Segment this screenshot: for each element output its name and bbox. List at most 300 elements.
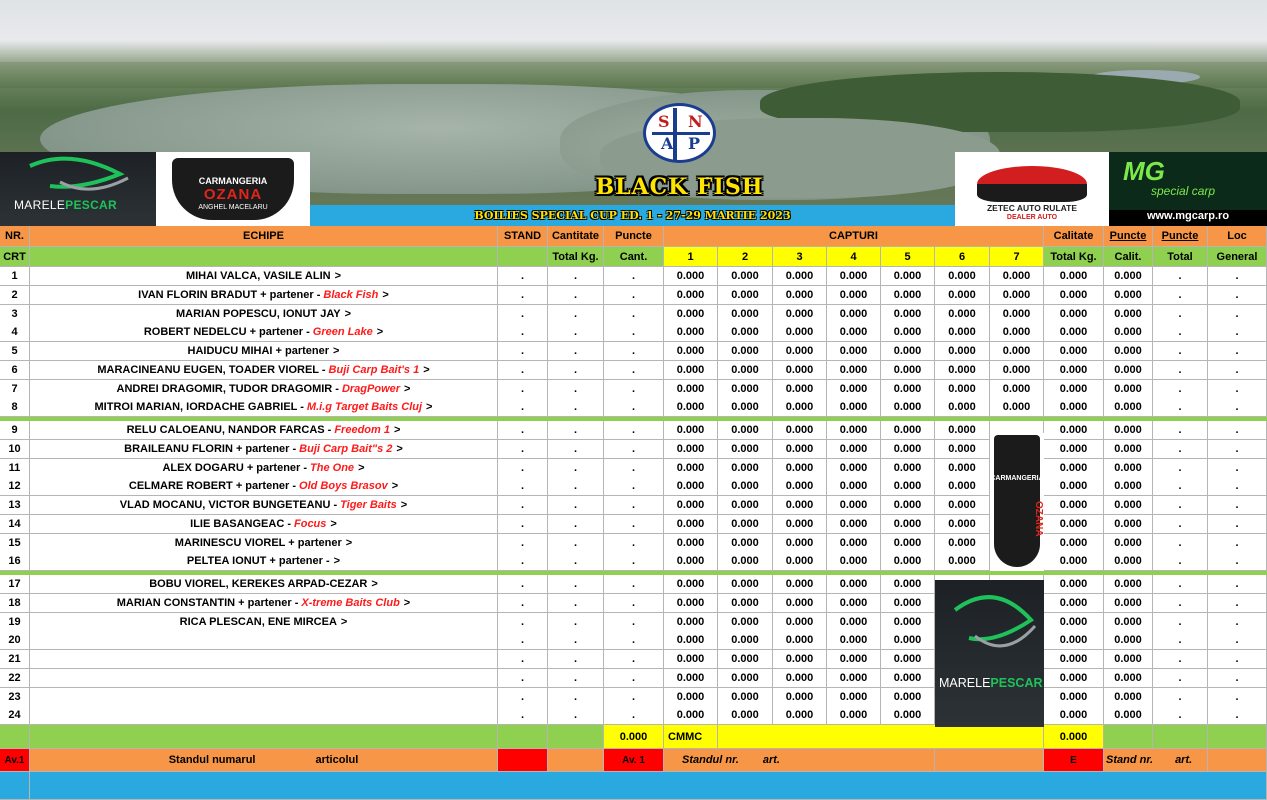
cantitate-cell: . (548, 398, 604, 417)
arrow-icon: > (358, 462, 365, 474)
captura-cell: 0.000 (935, 267, 990, 286)
captura-cell: 0.000 (664, 267, 718, 286)
header-loc: Loc (1208, 226, 1267, 247)
header-cant: Cant. (604, 247, 664, 267)
puncte-calit-cell: 0.000 (1104, 361, 1153, 380)
captura-cell: 0.000 (664, 305, 718, 324)
captura-cell: 0.000 (773, 688, 827, 707)
captura-cell: 0.000 (935, 496, 990, 515)
header-stand-sub (498, 247, 548, 267)
ozana-top: CARMANGERIA (198, 176, 268, 186)
captura-cell: 0.000 (773, 421, 827, 440)
stand-cell: . (498, 305, 548, 324)
loc-cell: . (1208, 552, 1267, 571)
puncte-calit-cell: 0.000 (1104, 552, 1153, 571)
row-nr: 11 (0, 459, 30, 478)
calitate-cell: 0.000 (1044, 613, 1104, 632)
captura-cell: 0.000 (718, 552, 773, 571)
captura-cell: 0.000 (664, 552, 718, 571)
puncte-total-cell: . (1153, 650, 1208, 669)
header-echipe: ECHIPE (30, 226, 498, 247)
captura-cell: 0.000 (718, 631, 773, 650)
row-nr: 1 (0, 267, 30, 286)
header-captura-4: 4 (827, 247, 881, 267)
captura-cell: 0.000 (664, 496, 718, 515)
car-icon (977, 166, 1087, 202)
fish-hook-icon (935, 580, 1044, 676)
loc-cell: . (1208, 613, 1267, 632)
captura-cell: 0.000 (773, 286, 827, 305)
captura-cell: 0.000 (718, 575, 773, 594)
captura-cell: 0.000 (664, 477, 718, 496)
row-nr: 7 (0, 380, 30, 399)
puncte-cant-cell: . (604, 575, 664, 594)
captura-cell: 0.000 (773, 534, 827, 553)
header-captura-7: 7 (990, 247, 1044, 267)
puncte-cant-cell: . (604, 688, 664, 707)
captura-cell: 0.000 (773, 361, 827, 380)
captura-cell: 0.000 (881, 421, 935, 440)
puncte-total-cell: . (1153, 286, 1208, 305)
team-name (30, 380, 498, 399)
team-name (30, 515, 498, 534)
captura-cell: 0.000 (827, 305, 881, 324)
arrow-icon: > (334, 270, 342, 282)
captura-cell: 0.000 (881, 361, 935, 380)
captura-cell: 0.000 (773, 515, 827, 534)
puncte-cant-cell: . (604, 669, 664, 688)
captura-cell: 0.000 (718, 496, 773, 515)
row-nr: 17 (0, 575, 30, 594)
stand-cell: . (498, 496, 548, 515)
puncte-calit-cell: 0.000 (1104, 459, 1153, 478)
header-puncte-total: Puncte (1153, 226, 1208, 247)
captura-cell: 0.000 (935, 440, 990, 459)
marele-pescar-text: MARELEPESCAR (14, 198, 117, 212)
cantitate-cell: . (548, 631, 604, 650)
captura-cell: 0.000 (827, 706, 881, 725)
marele-pescar-side-logo (935, 580, 1044, 727)
team-brand: Buji Carp Bait"s 2 (299, 443, 393, 455)
team-members: IVAN FLORIN BRADUT + partener - (138, 289, 321, 301)
captura-cell: 0.000 (718, 342, 773, 361)
stand-cell: . (498, 459, 548, 478)
arrow-icon: > (330, 518, 337, 530)
arrow-icon: > (393, 424, 401, 436)
captura-cell: 0.000 (935, 361, 990, 380)
captura-cell: 0.000 (881, 380, 935, 399)
stand-cell: . (498, 669, 548, 688)
team-name (30, 594, 498, 613)
captura-cell: 0.000 (990, 380, 1044, 399)
captura-cell: 0.000 (773, 575, 827, 594)
row-nr: 16 (0, 552, 30, 571)
footer-empty (0, 725, 30, 749)
stand-cell: . (498, 380, 548, 399)
puncte-cant-cell: . (604, 650, 664, 669)
loc-cell: . (1208, 631, 1267, 650)
captura-cell: 0.000 (881, 534, 935, 553)
header-nr: NR. (0, 226, 30, 247)
cantitate-cell: . (548, 534, 604, 553)
team-members: MARIAN CONSTANTIN + partener - (116, 597, 299, 609)
cantitate-cell: . (548, 305, 604, 324)
captura-cell: 0.000 (881, 477, 935, 496)
puncte-calit-cell: 0.000 (1104, 515, 1153, 534)
cantitate-cell: . (548, 650, 604, 669)
captura-cell: 0.000 (935, 515, 990, 534)
team-members: ROBERT NEDELCU + partener - (143, 326, 310, 338)
captura-cell: 0.000 (664, 650, 718, 669)
calitate-cell: 0.000 (1044, 361, 1104, 380)
puncte-cant-cell: . (604, 477, 664, 496)
team-name (30, 323, 498, 342)
header-captura-2: 2 (718, 247, 773, 267)
ozana-side-logo (990, 433, 1044, 571)
arrow-icon: > (423, 364, 430, 376)
team-name (30, 575, 498, 594)
captura-cell: 0.000 (773, 613, 827, 632)
footer-empty (548, 725, 604, 749)
puncte-total-cell: . (1153, 323, 1208, 342)
header-puncte-calit: Puncte (1104, 226, 1153, 247)
header-calit-kg: Total Kg. (1044, 247, 1104, 267)
stand-cell: . (498, 631, 548, 650)
footer-cmmc: CMMC (664, 725, 718, 749)
results-table (0, 226, 1267, 800)
calitate-cell: 0.000 (1044, 459, 1104, 478)
captura-cell: 0.000 (881, 323, 935, 342)
captura-cell: 0.000 (664, 575, 718, 594)
loc-cell: . (1208, 669, 1267, 688)
captura-cell: 0.000 (773, 323, 827, 342)
puncte-cant-cell: . (604, 594, 664, 613)
row-nr: 24 (0, 706, 30, 725)
captura-cell: 0.000 (827, 286, 881, 305)
team-brand: The One (310, 462, 355, 474)
puncte-total-cell: . (1153, 361, 1208, 380)
captura-cell: 0.000 (827, 459, 881, 478)
calitate-cell: 0.000 (1044, 323, 1104, 342)
stand-cell: . (498, 515, 548, 534)
cantitate-cell: . (548, 440, 604, 459)
footer-stand-nr (1104, 749, 1208, 772)
loc-cell: . (1208, 380, 1267, 399)
team-members: VLAD MOCANU, VICTOR BUNGETEANU - (119, 499, 338, 511)
stand-cell: . (498, 613, 548, 632)
fish-hook-icon (0, 152, 156, 198)
calitate-cell: 0.000 (1044, 342, 1104, 361)
stand-cell: . (498, 440, 548, 459)
captura-cell: 0.000 (664, 398, 718, 417)
footer-empty (1104, 725, 1153, 749)
captura-cell: 0.000 (718, 669, 773, 688)
puncte-cant-cell: . (604, 631, 664, 650)
row-nr: 12 (0, 477, 30, 496)
captura-cell: 0.000 (718, 515, 773, 534)
loc-cell: . (1208, 594, 1267, 613)
puncte-calit-cell: 0.000 (1104, 421, 1153, 440)
captura-cell: 0.000 (718, 380, 773, 399)
cantitate-cell: . (548, 323, 604, 342)
row-nr: 13 (0, 496, 30, 515)
captura-cell: 0.000 (827, 534, 881, 553)
captura-cell: 0.000 (990, 342, 1044, 361)
footer-orange (935, 749, 1044, 772)
team-brand: M.i.g Target Baits Cluj (306, 401, 423, 413)
captura-cell: 0.000 (881, 688, 935, 707)
stand-cell: . (498, 286, 548, 305)
puncte-total-cell: . (1153, 305, 1208, 324)
calitate-cell: 0.000 (1044, 706, 1104, 725)
cantitate-cell: . (548, 361, 604, 380)
captura-cell: 0.000 (935, 398, 990, 417)
calitate-cell: 0.000 (1044, 421, 1104, 440)
event-subtitle: BOILIES SPECIAL CUP ED. 1 - 27-29 MARTIE 2023 (474, 209, 791, 222)
header-general: General (1208, 247, 1267, 267)
captura-cell: 0.000 (827, 613, 881, 632)
captura-cell: 0.000 (881, 286, 935, 305)
puncte-total-cell: . (1153, 552, 1208, 571)
team-name (30, 552, 498, 571)
captura-cell: 0.000 (773, 477, 827, 496)
puncte-total-cell: . (1153, 496, 1208, 515)
captura-cell: 0.000 (827, 421, 881, 440)
header-cantitate: Cantitate (548, 226, 604, 247)
loc-cell: . (1208, 440, 1267, 459)
stand-cell: . (498, 534, 548, 553)
sanap-n: N (688, 112, 703, 131)
header-captura-1: 1 (664, 247, 718, 267)
team-name (30, 267, 498, 286)
mg-carp-logo (1109, 152, 1267, 226)
captura-cell: 0.000 (664, 613, 718, 632)
team-members: MARINESCU VIOREL + partener (174, 537, 342, 549)
row-nr: 4 (0, 323, 30, 342)
captura-cell: 0.000 (881, 305, 935, 324)
captura-cell: 0.000 (773, 496, 827, 515)
team-brand: Freedom 1 (334, 424, 390, 436)
captura-cell: 0.000 (827, 496, 881, 515)
team-name (30, 669, 498, 688)
captura-cell: 0.000 (827, 440, 881, 459)
captura-cell: 0.000 (664, 594, 718, 613)
arrow-icon: > (344, 308, 352, 320)
marele-pescar-side-text: MARELEPESCAR (939, 676, 1043, 690)
puncte-calit-cell: 0.000 (1104, 305, 1153, 324)
cantitate-cell: . (548, 421, 604, 440)
row-nr: 23 (0, 688, 30, 707)
captura-cell: 0.000 (827, 575, 881, 594)
footer-orange (548, 749, 604, 772)
row-nr: 22 (0, 669, 30, 688)
team-members: RICA PLESCAN, ENE MIRCEA (179, 616, 337, 628)
team-name (30, 496, 498, 515)
art2-label: art. (1175, 754, 1193, 766)
loc-cell: . (1208, 477, 1267, 496)
puncte-total-cell: . (1153, 534, 1208, 553)
team-members: ANDREI DRAGOMIR, TUDOR DRAGOMIR - (116, 383, 339, 395)
captura-cell: 0.000 (773, 552, 827, 571)
captura-cell: 0.000 (718, 361, 773, 380)
stand-cell: . (498, 398, 548, 417)
captura-cell: 0.000 (827, 552, 881, 571)
captura-cell: 0.000 (718, 267, 773, 286)
captura-cell: 0.000 (990, 398, 1044, 417)
captura-cell: 0.000 (718, 323, 773, 342)
footer-empty (30, 725, 498, 749)
team-members: MARIAN POPESCU, IONUT JAY (175, 308, 341, 320)
mg-url: www.mgcarp.ro (1109, 210, 1267, 226)
team-name (30, 477, 498, 496)
cantitate-cell: . (548, 459, 604, 478)
row-nr: 5 (0, 342, 30, 361)
captura-cell: 0.000 (664, 706, 718, 725)
team-members: MIHAI VALCA, VASILE ALIN (185, 270, 331, 282)
captura-cell: 0.000 (827, 477, 881, 496)
captura-cell: 0.000 (827, 669, 881, 688)
team-brand: Old Boys Brasov (299, 480, 388, 492)
row-nr: 14 (0, 515, 30, 534)
team-name (30, 421, 498, 440)
zetec-name: ZETEC AUTO RULATE (986, 203, 1078, 213)
arrow-icon: > (371, 578, 378, 590)
row-nr: 10 (0, 440, 30, 459)
puncte-total-cell: . (1153, 342, 1208, 361)
puncte-calit-cell: 0.000 (1104, 534, 1153, 553)
stand-nr-label: Stand nr. (1106, 754, 1154, 766)
team-members: CELMARE ROBERT + partener - (128, 480, 297, 492)
puncte-cant-cell: . (604, 421, 664, 440)
captura-cell: 0.000 (664, 440, 718, 459)
stand-cell: . (498, 594, 548, 613)
calitate-cell: 0.000 (1044, 380, 1104, 399)
captura-cell: 0.000 (718, 305, 773, 324)
puncte-total-cell: . (1153, 631, 1208, 650)
calitate-cell: 0.000 (1044, 286, 1104, 305)
loc-cell: . (1208, 515, 1267, 534)
header-capturi: CAPTURI (664, 226, 1044, 247)
captura-cell: 0.000 (881, 496, 935, 515)
team-members: RELU CALOEANU, NANDOR FARCAS - (126, 424, 332, 436)
loc-cell: . (1208, 398, 1267, 417)
puncte-total-cell: . (1153, 440, 1208, 459)
team-name (30, 342, 498, 361)
arrow-icon: > (404, 383, 411, 395)
arrow-icon: > (391, 480, 399, 492)
captura-cell: 0.000 (881, 267, 935, 286)
stand-cell: . (498, 575, 548, 594)
puncte-calit-cell: 0.000 (1104, 706, 1153, 725)
zetec-sub: DEALER AUTO (1006, 214, 1058, 221)
puncte-total-cell: . (1153, 575, 1208, 594)
captura-cell: 0.000 (881, 613, 935, 632)
captura-cell: 0.000 (990, 305, 1044, 324)
stand-cell: . (498, 361, 548, 380)
team-brand: Tiger Baits (340, 499, 397, 511)
captura-cell: 0.000 (827, 631, 881, 650)
cantitate-cell: . (548, 669, 604, 688)
header-captura-5: 5 (881, 247, 935, 267)
footer-blue (0, 772, 30, 800)
puncte-cant-cell: . (604, 515, 664, 534)
stand-cell: . (498, 650, 548, 669)
captura-cell: 0.000 (718, 706, 773, 725)
team-brand: Green Lake (312, 326, 373, 338)
footer-av1-mid: Av. 1 (604, 749, 664, 772)
captura-cell: 0.000 (827, 398, 881, 417)
puncte-total-cell: . (1153, 613, 1208, 632)
calitate-cell: 0.000 (1044, 496, 1104, 515)
captura-cell: 0.000 (881, 594, 935, 613)
cantitate-cell: . (548, 515, 604, 534)
captura-cell: 0.000 (718, 534, 773, 553)
captura-cell: 0.000 (827, 594, 881, 613)
captura-cell: 0.000 (935, 459, 990, 478)
captura-cell: 0.000 (881, 342, 935, 361)
team-brand: X-treme Baits Club (301, 597, 400, 609)
puncte-cant-cell: . (604, 267, 664, 286)
puncte-calit-cell: 0.000 (1104, 286, 1153, 305)
art-label: art. (762, 754, 780, 766)
loc-cell: . (1208, 342, 1267, 361)
calitate-cell: 0.000 (1044, 552, 1104, 571)
team-name (30, 688, 498, 707)
team-name (30, 459, 498, 478)
puncte-cant-cell: . (604, 361, 664, 380)
captura-cell: 0.000 (827, 267, 881, 286)
header-crt: CRT (0, 247, 30, 267)
footer-empty (1208, 725, 1267, 749)
loc-cell: . (1208, 650, 1267, 669)
cantitate-cell: . (548, 342, 604, 361)
captura-cell: 0.000 (935, 323, 990, 342)
captura-cell: 0.000 (718, 613, 773, 632)
captura-cell: 0.000 (881, 459, 935, 478)
row-nr: 15 (0, 534, 30, 553)
arrow-icon: > (403, 597, 411, 609)
captura-cell: 0.000 (664, 421, 718, 440)
puncte-cant-cell: . (604, 613, 664, 632)
captura-cell: 0.000 (935, 286, 990, 305)
loc-cell: . (1208, 267, 1267, 286)
puncte-total-cell: . (1153, 459, 1208, 478)
footer-red (498, 749, 548, 772)
team-brand: Buji Carp Bait's 1 (328, 364, 420, 376)
loc-cell: . (1208, 496, 1267, 515)
captura-cell: 0.000 (827, 361, 881, 380)
loc-cell: . (1208, 323, 1267, 342)
sanap-logo (643, 103, 716, 163)
footer-calit-total: 0.000 (1044, 725, 1104, 749)
row-nr: 2 (0, 286, 30, 305)
puncte-cant-cell: . (604, 440, 664, 459)
footer-empty (1153, 725, 1208, 749)
cantitate-cell: . (548, 575, 604, 594)
captura-cell: 0.000 (881, 515, 935, 534)
puncte-total-cell: . (1153, 706, 1208, 725)
stand-cell: . (498, 477, 548, 496)
captura-cell: 0.000 (773, 650, 827, 669)
banner-photo (0, 0, 1267, 226)
captura-cell: 0.000 (664, 669, 718, 688)
captura-cell: 0.000 (773, 594, 827, 613)
puncte-calit-cell: 0.000 (1104, 380, 1153, 399)
team-members: MITROI MARIAN, IORDACHE GABRIEL - (94, 401, 304, 413)
captura-cell: 0.000 (881, 552, 935, 571)
captura-cell: 0.000 (664, 380, 718, 399)
cantitate-cell: . (548, 267, 604, 286)
